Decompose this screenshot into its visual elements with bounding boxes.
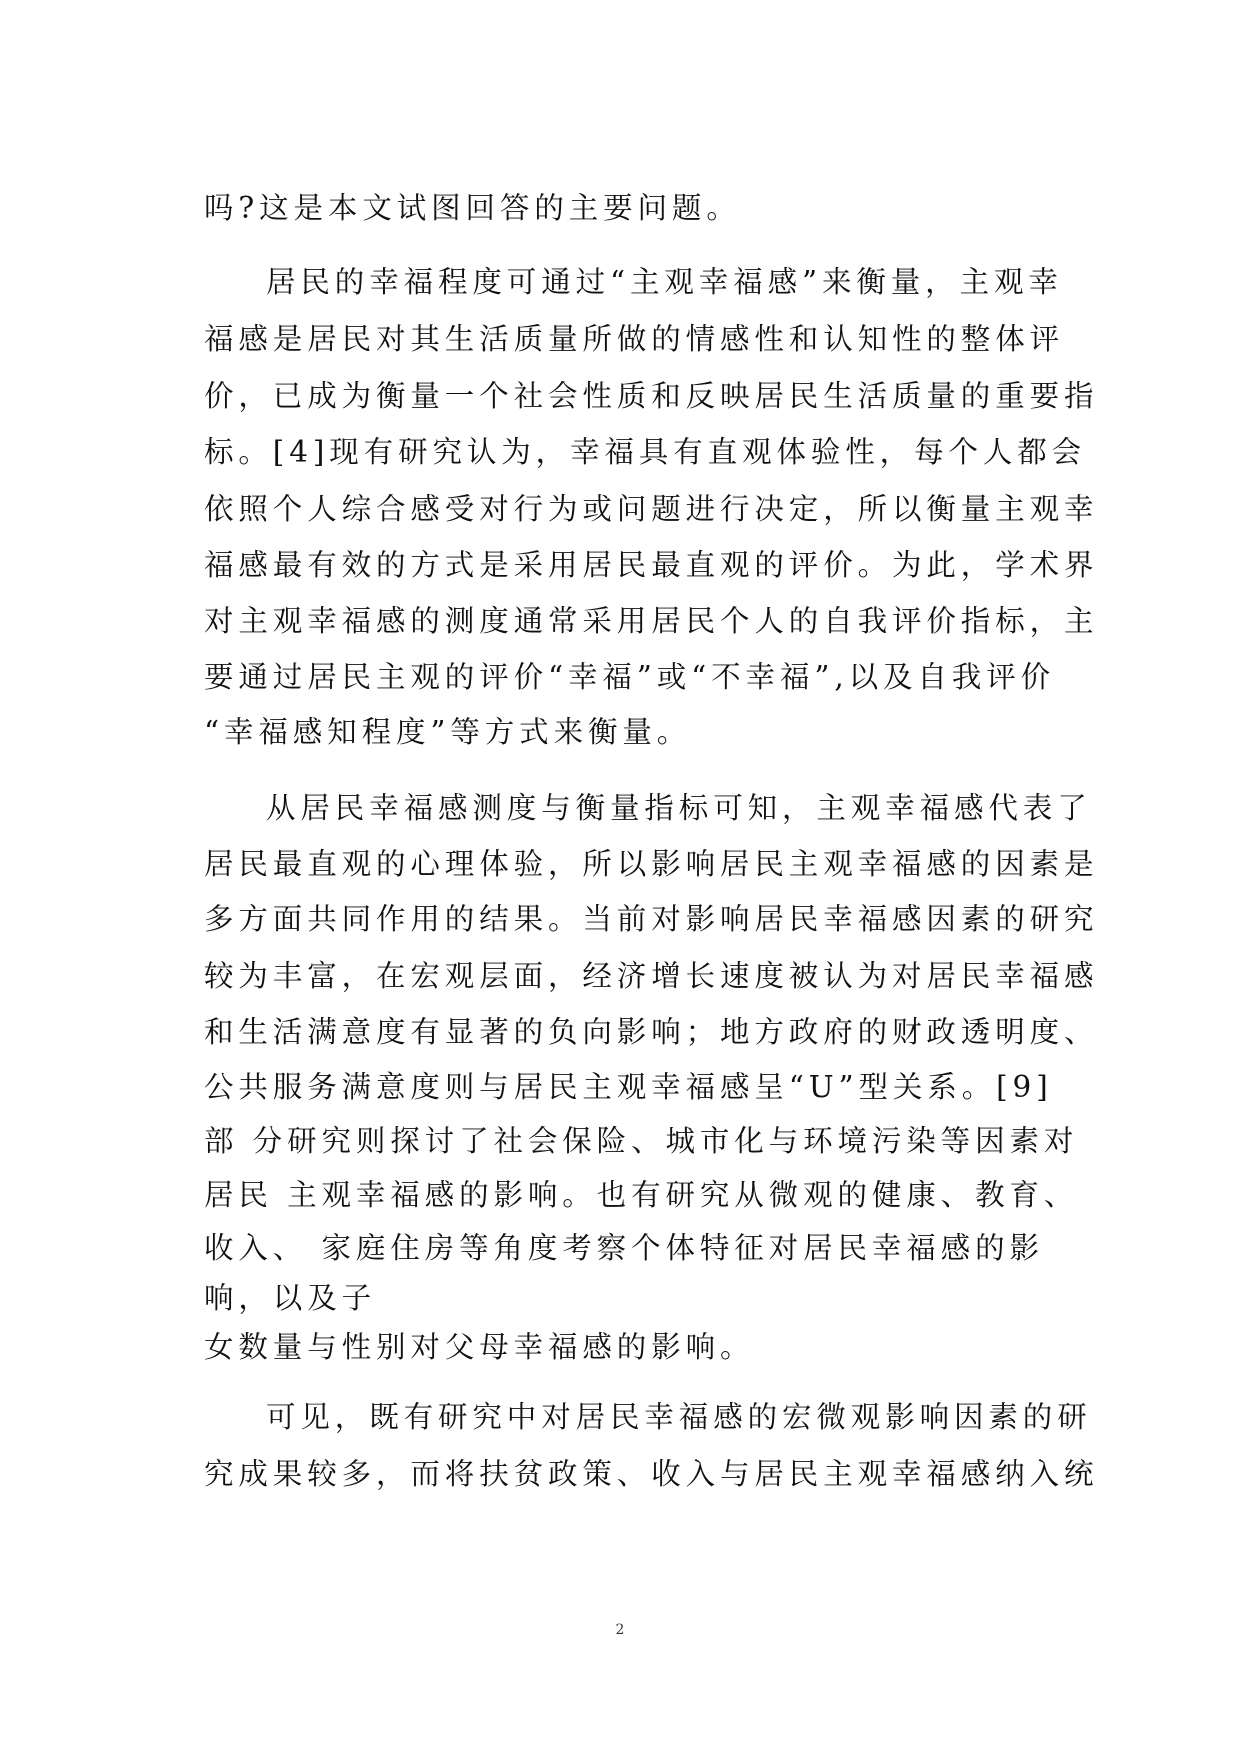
text-line: 多方面共同作用的结果。当前对影响居民幸福感因素的研究: [204, 902, 1099, 936]
text-line: 从居民幸福感测度与衡量指标可知，主观幸福感代表了: [266, 791, 1092, 825]
text-line: 依照个人综合感受对行为或问题进行决定，所以衡量主观幸: [204, 492, 1099, 526]
text-line: 价，已成为衡量一个社会性质和反映居民生活质量的重要指: [204, 379, 1099, 413]
text-line: 福感最有效的方式是采用居民最直观的评价。为此，学术界: [204, 548, 1099, 582]
text-line: 吗?这是本文试图回答的主要问题。: [204, 191, 741, 225]
text-line: 居民最直观的心理体验，所以影响居民主观幸福感的因素是: [204, 847, 1099, 881]
text-line: 响，以及子: [204, 1281, 377, 1315]
text-line: 部 分研究则探讨了社会保险、城市化与环境污染等因素对: [204, 1124, 1079, 1158]
text-line: “幸福感知程度”等方式来衡量。: [204, 715, 692, 749]
text-line: 居民 主观幸福感的影响。也有研究从微观的健康、教育、: [204, 1178, 1079, 1212]
page-number: 2: [615, 1622, 625, 1638]
text-line: 居民的幸福程度可通过“主观幸福感”来衡量，主观幸: [266, 265, 1063, 299]
text-line: 究成果较多，而将扶贫政策、收入与居民主观幸福感纳入统: [204, 1457, 1099, 1491]
text-line: 可见，既有研究中对居民幸福感的宏微观影响因素的研: [266, 1400, 1092, 1434]
text-line: 收入、 家庭住房等角度考察个体特征对居民幸福感的影: [204, 1231, 1044, 1265]
text-line: 福感是居民对其生活质量所做的情感性和认知性的整体评: [204, 322, 1065, 356]
text-line: 公共服务满意度则与居民主观幸福感呈“U”型关系。[9]: [204, 1070, 1053, 1104]
text-line: 对主观幸福感的测度通常采用居民个人的自我评价指标，主: [204, 604, 1099, 638]
text-line: 和生活满意度有显著的负向影响；地方政府的财政透明度、: [204, 1015, 1099, 1049]
text-line: 要通过居民主观的评价“幸福”或“不幸福”,以及自我评价: [204, 660, 1056, 694]
text-line: 标。[4]现有研究认为，幸福具有直观体验性，每个人都会: [204, 435, 1087, 469]
text-line: 女数量与性别对父母幸福感的影响。: [204, 1330, 755, 1364]
text-line: 较为丰富，在宏观层面，经济增长速度被认为对居民幸福感: [204, 959, 1099, 993]
